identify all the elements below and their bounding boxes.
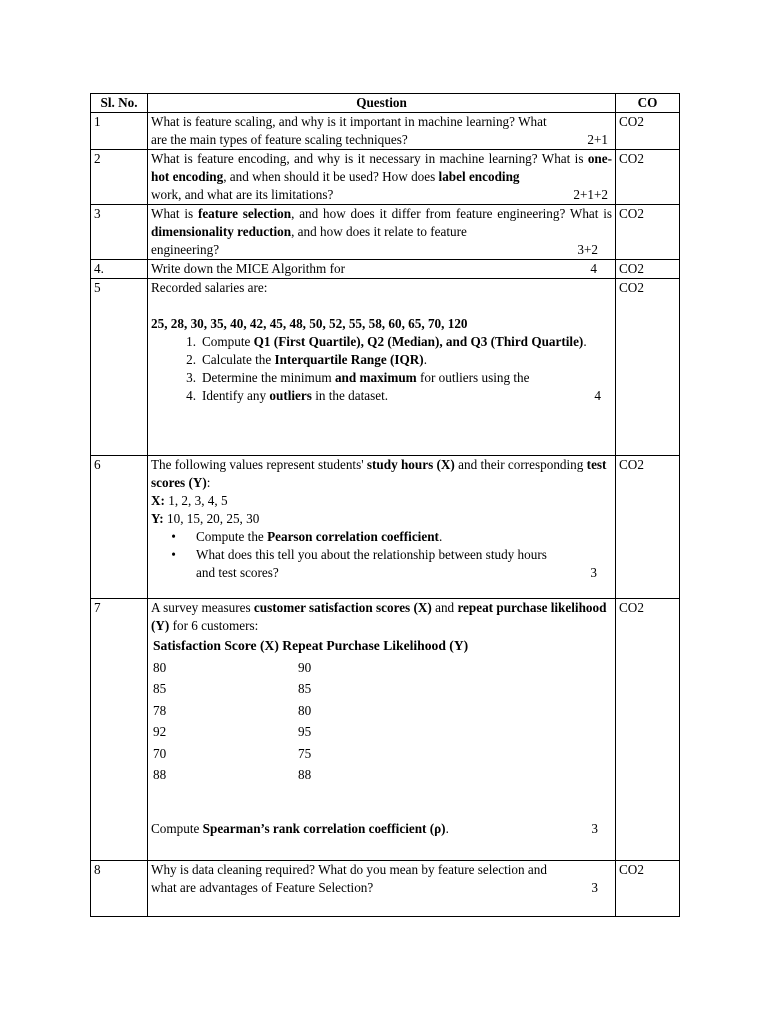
text-run: What is xyxy=(151,206,198,221)
header-row xyxy=(91,94,680,113)
marks: 3 xyxy=(590,565,597,580)
co-cell: CO2 xyxy=(616,861,680,917)
question-line: Why is data cleaning required? What do you mean by feature selection and xyxy=(151,862,547,877)
marks: 3 xyxy=(591,820,598,836)
marks: 3+2 xyxy=(577,242,598,257)
bold-term: outliers xyxy=(269,388,312,403)
co-cell: CO2 xyxy=(616,456,680,599)
sl-no: 7 xyxy=(91,599,148,861)
table-row xyxy=(91,599,680,861)
header-sl-no: Sl. No. xyxy=(91,94,148,113)
bold-term: study hours (X) xyxy=(366,457,455,472)
co-cell: CO2 xyxy=(616,150,680,205)
list-item: • What does this tell you about the relationship between study hours and test scores? 3 xyxy=(151,546,612,582)
question-line: work, and what are its limitations? xyxy=(151,187,334,202)
sl-no: 1 xyxy=(91,113,148,150)
table-row xyxy=(91,260,680,279)
question-line: Recorded salaries are: xyxy=(151,280,268,295)
x-values: X: 1, 2, 3, 4, 5 xyxy=(151,493,228,508)
bold-term: Spearman’s rank correlation coefficient (ρ) xyxy=(202,820,446,836)
header-question: Question xyxy=(148,94,616,113)
question-line: what are advantages of Feature Selection? xyxy=(151,880,374,895)
sl-no: 6 xyxy=(91,456,148,599)
marks: 2+1 xyxy=(587,132,608,147)
list-item: 2. Calculate the Interquartile Range (IQR). xyxy=(186,352,427,367)
sl-no: 8 xyxy=(91,861,148,917)
question-text xyxy=(148,113,616,150)
table-row xyxy=(91,456,680,599)
question-table xyxy=(90,93,680,917)
survey-row: 88 88 xyxy=(153,767,312,782)
marks: 4 xyxy=(590,261,597,276)
bold-term: repeat purchase likelihood (Y) xyxy=(151,600,607,633)
bold-term: feature selection xyxy=(197,206,292,221)
list-item: 3. Determine the minimum and maximum for outliers using the xyxy=(186,370,530,385)
text-run: What is feature encoding, and why is it necessary in machine learning? What is xyxy=(151,151,588,166)
survey-row: 70 75 xyxy=(153,745,312,761)
text-run: , and how does it differ from feature engineering? What is xyxy=(291,206,613,221)
question-text xyxy=(148,861,616,917)
question-text xyxy=(148,150,616,205)
co-cell: CO2 xyxy=(616,279,680,456)
question-text xyxy=(148,205,616,260)
bold-term: one-hot encoding xyxy=(151,151,612,184)
y-values: Y: 10, 15, 20, 25, 30 xyxy=(151,511,260,526)
marks: 2+1+2 xyxy=(573,187,608,202)
list-item: 4. Identify any outliers in the dataset. 4 xyxy=(151,387,612,405)
bold-term: customer satisfaction scores (X) xyxy=(253,600,432,615)
bold-term: Interquartile Range (IQR) xyxy=(274,352,424,367)
survey-header: Satisfaction Score (X) Repeat Purchase Likelihood (Y) xyxy=(153,638,469,653)
list-item: • Compute the Pearson correlation coefficient. xyxy=(171,529,443,544)
salary-data: 25, 28, 30, 35, 40, 42, 45, 48, 50, 52, 55, 58, 60, 65, 70, 120 xyxy=(151,316,468,331)
table-row xyxy=(91,205,680,260)
table-row xyxy=(91,113,680,150)
bold-term: label encoding xyxy=(438,169,520,184)
question-text xyxy=(148,260,616,279)
question-line: are the main types of feature scaling techniques? xyxy=(151,132,408,147)
bold-term: dimensionality reduction xyxy=(151,224,292,239)
bold-term: and maximum xyxy=(334,370,417,385)
bold-term: test scores (Y) xyxy=(151,457,607,490)
numbered-list xyxy=(151,333,612,405)
co-cell: CO2 xyxy=(616,599,680,861)
marks: 3 xyxy=(591,880,598,895)
question-line: Write down the MICE Algorithm for xyxy=(151,261,345,276)
sl-no: 2 xyxy=(91,150,148,205)
co-cell: CO2 xyxy=(616,260,680,279)
header-co: CO xyxy=(616,94,680,113)
marks: 4 xyxy=(594,388,601,403)
bold-term: Q1 (First Quartile), Q2 (Median), and Q3 (Third Quartile) xyxy=(253,334,584,349)
sl-no: 5 xyxy=(91,279,148,456)
table-row xyxy=(91,279,680,456)
survey-row: 78 80 xyxy=(153,702,312,718)
survey-data-table xyxy=(153,635,612,786)
text-run: , and when should it be used? How does xyxy=(223,169,439,184)
question-line: engineering? xyxy=(151,242,220,257)
sl-no: 4. xyxy=(91,260,148,279)
text-run: , and how does it relate to feature xyxy=(291,224,467,239)
survey-row: 92 95 xyxy=(153,724,312,739)
table-row xyxy=(91,861,680,917)
question-line: What is feature scaling, and why is it important in machine learning? What xyxy=(151,114,547,129)
list-item: 1. Compute Q1 (First Quartile), Q2 (Median), and Q3 (Third Quartile). xyxy=(186,334,587,349)
co-cell: CO2 xyxy=(616,205,680,260)
question-text xyxy=(148,279,616,456)
sl-no: 3 xyxy=(91,205,148,260)
question-text: A survey measures customer satisfaction scores (X) and repeat purchase likelihood (Y) for 6 customers: Satisfaction Score (X) Repeat Purchase Likelihood (Y) 80 90 85 85 78 80 92 95 70 75 88 88 Compute Spearman’s rank correlation coefficient (ρ). 3 xyxy=(148,599,616,861)
bold-term: Pearson correlation coefficient xyxy=(267,529,439,544)
table-row xyxy=(91,150,680,205)
survey-row: 80 90 xyxy=(153,659,312,675)
question-text: The following values represent students' study hours (X) and their corresponding test scores (Y): X: 1, 2, 3, 4, 5 Y: 10, 15, 20, 25, 30 • Compute the Pearson correlation coefficient. • What does this tell you about the relationship between study hours and test scores? 3 xyxy=(148,456,616,599)
co-cell: CO2 xyxy=(616,113,680,150)
survey-row: 85 85 xyxy=(153,681,312,696)
